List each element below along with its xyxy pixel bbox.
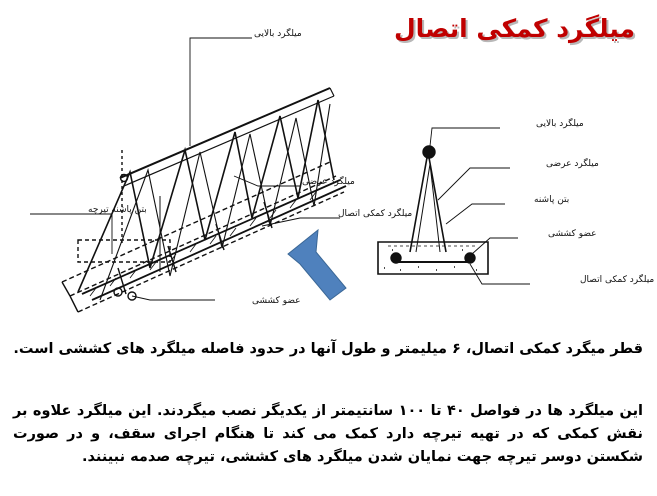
label-top-bar-left: میلگرد بالایی <box>254 29 302 39</box>
label-connection-bar-right: میلگرد کمکی اتصال <box>580 275 655 285</box>
paragraph-diameter: قطر میگرد کمکی اتصال، ۶ میلیمتر و طول آنها در حدود فاصله میلگرد های کششی است. <box>13 341 643 357</box>
label-tension-member-right: عضو کششی <box>548 229 597 239</box>
label-connection-bar-left: میلگرد کمکی اتصال <box>338 209 413 219</box>
pointer-arrow <box>288 230 346 300</box>
label-top-bar-right: میلگرد بالایی <box>536 119 584 129</box>
paragraph-spacing: این میلگرد ها در فواصل ۴۰ تا ۱۰۰ سانتیمتر از یکدیگر نصب میگردند. این میلگرد علاوه بر نقش کمکی که در تهیه تیرچه دارد کمک می کند تا هنگام اجرای سقف، و در صورت شکستن دوسر تیرچه جهت نمایان شدن میلگرد های کششی، تیرچه صدمه نبینند. <box>13 403 643 465</box>
label-tension-member-left: عضو کششی <box>252 296 301 306</box>
label-joist-base-concrete: بتن پاشنه تیرچه <box>88 205 147 215</box>
left-truss-drawing <box>62 88 346 312</box>
page-title: میلگرد کمکی اتصال <box>393 14 635 43</box>
label-transverse-bar-right: میلگرد عرضی <box>546 159 599 169</box>
left-leader-lines <box>30 38 340 300</box>
label-base-concrete: بتن پاشنه <box>534 195 570 205</box>
right-leader-lines <box>430 128 530 284</box>
label-transverse-bar-left: میلگرد عرضی <box>302 177 355 187</box>
